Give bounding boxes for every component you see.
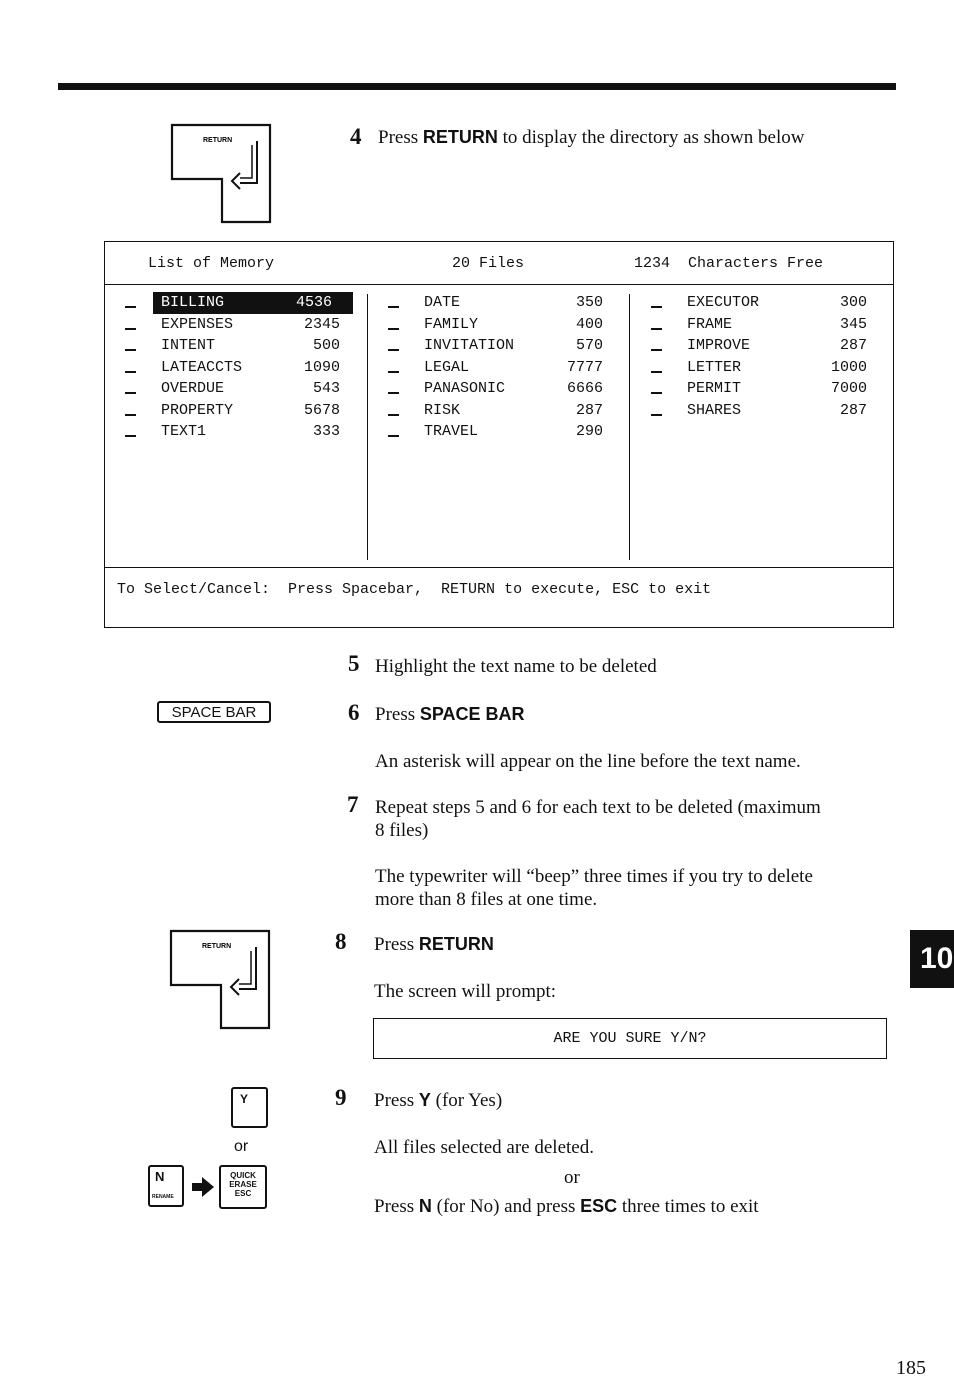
file-name: LETTER (687, 358, 742, 376)
file-size: 287 (839, 337, 867, 354)
file-entry[interactable] (388, 423, 603, 443)
selection-marker (388, 392, 399, 394)
selection-marker (125, 371, 136, 373)
top-rule (58, 83, 896, 90)
step-7-text-line-1: Repeat steps 5 and 6 for each text to be deleted (maximum (375, 797, 821, 818)
selection-marker (651, 371, 662, 373)
step-8-note: The screen will prompt: (374, 981, 557, 1002)
file-name: IMPROVE (687, 337, 751, 354)
chapter-tab: 10 (910, 930, 954, 988)
file-size: 4536 (295, 294, 332, 311)
return-key-icon (169, 929, 273, 1031)
file-size: 350 (575, 294, 603, 311)
step-9-alternative: Press N (for No) and press ESC three times to exit (374, 1196, 759, 1217)
file-name: LATEACCTS (161, 358, 243, 376)
file-name: RISK (424, 401, 461, 419)
file-size: 300 (839, 294, 867, 311)
file-size: 543 (312, 380, 340, 397)
selection-marker (125, 328, 136, 330)
file-size: 570 (575, 337, 603, 354)
file-entry[interactable] (651, 294, 867, 314)
step-9-or: or (564, 1167, 580, 1188)
file-entry[interactable] (651, 402, 867, 422)
step-5-number: 5 (348, 651, 360, 676)
selection-marker (388, 371, 399, 373)
step-7-note-line-2: more than 8 files at one time. (375, 889, 598, 910)
file-name: INTENT (161, 337, 216, 354)
svg-text:RETURN: RETURN (202, 943, 232, 950)
file-entry[interactable] (388, 402, 603, 422)
file-entry[interactable] (388, 337, 603, 357)
step-8-text: Press RETURN (374, 934, 494, 955)
column-divider (629, 294, 630, 560)
selection-marker (125, 435, 136, 437)
step-9-text: Press Y (for Yes) (374, 1090, 503, 1111)
file-name: PERMIT (687, 380, 742, 397)
directory-screen (104, 241, 894, 628)
step-9-number: 9 (335, 1085, 347, 1110)
confirmation-prompt-box (373, 1018, 887, 1059)
file-name: BILLING (161, 294, 225, 311)
step-7-note-line-1: The typewriter will “beep” three times if you try to delete (375, 866, 813, 887)
quick-erase-esc-key-icon: QUICK ERASE ESC (219, 1165, 267, 1209)
selection-marker (388, 306, 399, 308)
file-entry[interactable] (125, 294, 340, 314)
file-size: 2345 (303, 315, 340, 333)
file-entry[interactable] (651, 316, 867, 336)
right-arrow-icon (191, 1176, 215, 1198)
file-size: 1090 (303, 358, 340, 376)
screen-footer-instructions: To Select/Cancel: Press Spacebar, RETURN to execute, ESC to exit (117, 581, 712, 598)
file-size: 6666 (566, 380, 603, 397)
step-6-text: Press SPACE BAR (375, 704, 525, 725)
page-number: 185 (896, 1357, 926, 1379)
file-size: 290 (575, 423, 603, 440)
file-entry[interactable] (125, 423, 340, 443)
step-5-text: Highlight the text name to be deleted (375, 656, 657, 677)
step-6-number: 6 (348, 700, 360, 725)
file-name: SHARES (687, 401, 742, 419)
screen-header-list-of-memory: List of Memory (148, 255, 275, 272)
selection-marker (125, 349, 136, 351)
file-name: EXPENSES (161, 315, 234, 333)
file-entry[interactable] (388, 380, 603, 400)
return-key-icon (170, 123, 274, 225)
screen-header-characters-free: 1234 Characters Free (634, 255, 824, 272)
file-entry[interactable] (651, 337, 867, 357)
file-entry[interactable] (125, 380, 340, 400)
selection-marker (388, 328, 399, 330)
file-size: 7000 (830, 380, 867, 397)
file-name: FRAME (687, 315, 733, 333)
selection-marker (651, 328, 662, 330)
file-name: PROPERTY (161, 401, 234, 419)
file-size: 500 (312, 337, 340, 354)
file-size: 333 (312, 423, 340, 440)
file-size: 5678 (303, 401, 340, 419)
screen-footer-divider (105, 567, 893, 568)
file-entry[interactable] (388, 359, 603, 379)
screen-header-divider (105, 284, 893, 285)
screen-header-file-count: 20 Files (452, 255, 525, 272)
selection-marker (388, 414, 399, 416)
selection-marker (125, 414, 136, 416)
file-entry[interactable] (125, 337, 340, 357)
selection-marker (651, 414, 662, 416)
step-8-number: 8 (335, 929, 347, 954)
selection-marker (125, 306, 136, 308)
file-name: EXECUTOR (687, 294, 760, 311)
n-key-icon: N RENAME (148, 1165, 184, 1207)
file-size: 400 (575, 315, 603, 333)
file-entry[interactable] (125, 316, 340, 336)
step-6-note: An asterisk will appear on the line before the text name. (375, 751, 801, 772)
file-name: LEGAL (424, 358, 470, 376)
step-7-text-line-2: 8 files) (375, 820, 429, 841)
step-4-number: 4 (350, 124, 362, 149)
file-size: 7777 (566, 358, 603, 376)
file-entry[interactable] (388, 316, 603, 336)
file-entry[interactable] (125, 402, 340, 422)
selection-marker (651, 392, 662, 394)
column-divider (367, 294, 368, 560)
file-entry[interactable] (651, 359, 867, 379)
step-7-number: 7 (347, 792, 359, 817)
selection-marker (388, 435, 399, 437)
file-name: TEXT1 (161, 423, 207, 440)
selection-marker (125, 392, 136, 394)
confirmation-prompt-text: ARE YOU SURE Y/N? (553, 1030, 707, 1047)
file-size: 345 (839, 315, 867, 333)
file-name: PANASONIC (424, 380, 506, 397)
file-size: 287 (839, 401, 867, 419)
space-bar-key-icon: SPACE BAR (157, 701, 271, 723)
file-name: OVERDUE (161, 380, 225, 397)
y-key-icon: Y (231, 1087, 268, 1128)
selection-marker (651, 349, 662, 351)
svg-text:RETURN: RETURN (203, 137, 233, 144)
step-9-result: All files selected are deleted. (374, 1137, 594, 1158)
selection-marker (388, 349, 399, 351)
file-size: 287 (575, 401, 603, 419)
file-name: FAMILY (424, 315, 479, 333)
selection-marker (651, 306, 662, 308)
file-name: DATE (424, 294, 461, 311)
file-size: 1000 (830, 358, 867, 376)
key-or-label: or (234, 1138, 249, 1155)
file-entry[interactable] (388, 294, 603, 314)
file-entry[interactable] (651, 380, 867, 400)
file-name: INVITATION (424, 337, 515, 354)
file-name: TRAVEL (424, 423, 479, 440)
step-4-text: Press RETURN to display the directory as shown below (378, 127, 805, 148)
file-entry[interactable] (125, 359, 340, 379)
